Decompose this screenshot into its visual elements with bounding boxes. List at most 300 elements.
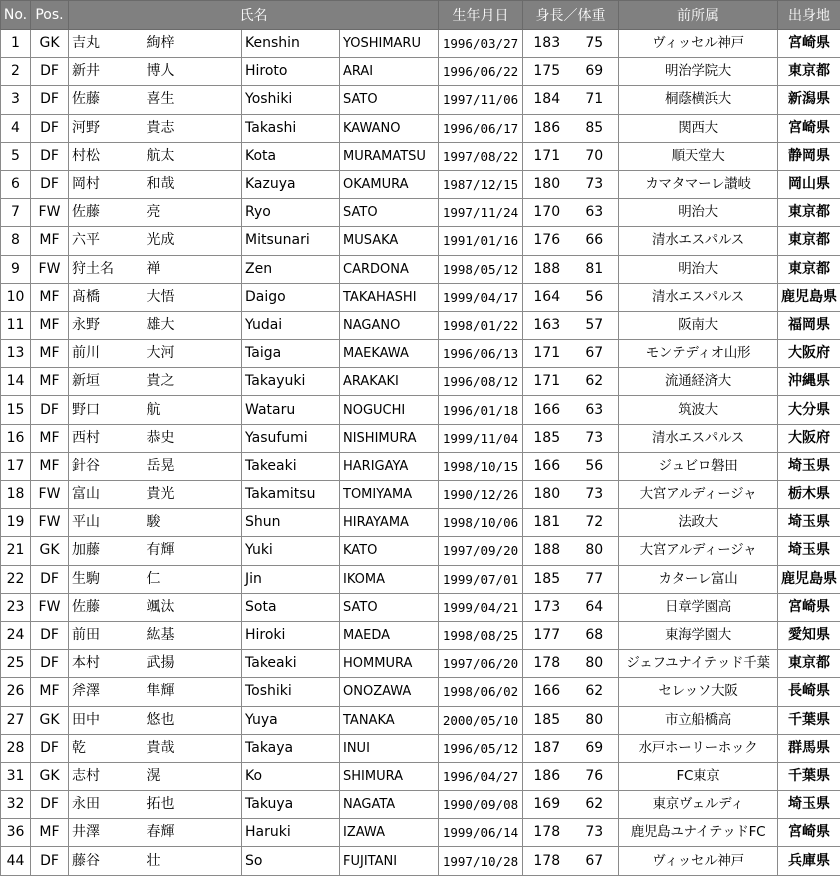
player-first-name-roman: Kazuya [242,170,340,198]
player-last-name-roman: YOSHIMARU [340,30,439,58]
player-given-name: 雄大 [144,311,242,339]
player-given-name: 仁 [144,565,242,593]
player-family-name: 佐藤 [69,199,144,227]
player-given-name: 隼輝 [144,678,242,706]
player-number: 7 [1,199,31,227]
player-family-name: 志村 [69,762,144,790]
player-family-name: 新井 [69,58,144,86]
player-given-name: 有輝 [144,537,242,565]
player-birthdate: 1998/08/25 [439,621,523,649]
header-row [1,1,840,30]
player-number: 11 [1,311,31,339]
player-family-name: 斧澤 [69,678,144,706]
player-given-name: 貴之 [144,368,242,396]
player-first-name-roman: Takamitsu [242,481,340,509]
player-first-name-roman: Sota [242,593,340,621]
player-family-name: 針谷 [69,452,144,480]
player-family-name: 富山 [69,481,144,509]
player-hometown: 兵庫県 [778,847,840,875]
player-last-name-roman: FUJITANI [340,847,439,875]
player-last-name-roman: MUSAKA [340,227,439,255]
player-given-name: 恭史 [144,424,242,452]
player-number: 31 [1,762,31,790]
player-position: DF [31,621,69,649]
player-position: MF [31,311,69,339]
player-first-name-roman: Ko [242,762,340,790]
player-weight: 56 [571,452,619,480]
table-row [1,509,840,537]
player-previous-club: 明治学院大 [619,58,778,86]
player-height: 180 [523,481,571,509]
player-height: 178 [523,650,571,678]
player-position: MF [31,227,69,255]
player-birthdate: 1999/04/17 [439,283,523,311]
player-previous-club: 明治大 [619,199,778,227]
player-position: MF [31,424,69,452]
player-weight: 69 [571,734,619,762]
table-row [1,114,840,142]
player-family-name: 永田 [69,791,144,819]
player-given-name: 紘基 [144,621,242,649]
player-position: GK [31,30,69,58]
table-row [1,678,840,706]
player-birthdate: 1996/05/12 [439,734,523,762]
player-hometown: 栃木県 [778,481,840,509]
player-previous-club: 阪南大 [619,311,778,339]
player-last-name-roman: TAKAHASHI [340,283,439,311]
player-weight: 80 [571,537,619,565]
player-given-name: 悠也 [144,706,242,734]
player-weight: 62 [571,791,619,819]
player-height: 169 [523,791,571,819]
player-position: GK [31,762,69,790]
player-weight: 75 [571,30,619,58]
player-height: 183 [523,30,571,58]
player-family-name: 加藤 [69,537,144,565]
player-position: MF [31,368,69,396]
player-birthdate: 1996/08/12 [439,368,523,396]
player-birthdate: 1998/10/15 [439,452,523,480]
player-position: GK [31,706,69,734]
player-hometown: 千葉県 [778,762,840,790]
player-height: 176 [523,227,571,255]
player-position: FW [31,509,69,537]
player-first-name-roman: Wataru [242,396,340,424]
player-weight: 57 [571,311,619,339]
table-row [1,650,840,678]
player-number: 18 [1,481,31,509]
player-number: 25 [1,650,31,678]
player-first-name-roman: Daigo [242,283,340,311]
header-no: No. [1,1,31,30]
player-number: 15 [1,396,31,424]
player-number: 22 [1,565,31,593]
player-given-name: 光成 [144,227,242,255]
player-previous-club: 水戸ホーリーホック [619,734,778,762]
player-previous-club: 市立船橋高 [619,706,778,734]
player-previous-club: ヴィッセル神戸 [619,847,778,875]
player-given-name: 航 [144,396,242,424]
player-first-name-roman: Kota [242,142,340,170]
player-given-name: 壮 [144,847,242,875]
player-height: 185 [523,706,571,734]
player-first-name-roman: Takayuki [242,368,340,396]
player-weight: 62 [571,368,619,396]
table-row [1,452,840,480]
player-previous-club: モンテディオ山形 [619,340,778,368]
player-number: 8 [1,227,31,255]
player-first-name-roman: Yudai [242,311,340,339]
header-origin: 出身地 [778,1,840,30]
player-position: FW [31,481,69,509]
player-hometown: 大阪府 [778,424,840,452]
table-row [1,283,840,311]
player-previous-club: 法政大 [619,509,778,537]
header-club: 前所属 [619,1,778,30]
player-height: 180 [523,170,571,198]
player-birthdate: 1997/11/24 [439,199,523,227]
player-weight: 80 [571,650,619,678]
player-position: MF [31,283,69,311]
player-number: 32 [1,791,31,819]
player-weight: 70 [571,142,619,170]
player-height: 178 [523,819,571,847]
table-row [1,227,840,255]
player-family-name: 狩土名 [69,255,144,283]
table-row [1,481,840,509]
player-position: DF [31,734,69,762]
player-position: FW [31,199,69,227]
player-weight: 66 [571,227,619,255]
player-number: 3 [1,86,31,114]
player-weight: 81 [571,255,619,283]
player-birthdate: 1987/12/15 [439,170,523,198]
player-hometown: 岡山県 [778,170,840,198]
player-weight: 68 [571,621,619,649]
player-height: 171 [523,142,571,170]
player-given-name: 颯汰 [144,593,242,621]
player-birthdate: 1997/09/20 [439,537,523,565]
player-previous-club: 清水エスパルス [619,424,778,452]
player-last-name-roman: ONOZAWA [340,678,439,706]
player-weight: 80 [571,706,619,734]
player-given-name: 貴光 [144,481,242,509]
player-height: 166 [523,396,571,424]
player-number: 2 [1,58,31,86]
player-hometown: 埼玉県 [778,537,840,565]
player-last-name-roman: TANAKA [340,706,439,734]
player-height: 186 [523,762,571,790]
player-hometown: 東京都 [778,227,840,255]
player-last-name-roman: MURAMATSU [340,142,439,170]
player-weight: 73 [571,424,619,452]
player-position: MF [31,678,69,706]
player-number: 9 [1,255,31,283]
player-hometown: 鹿児島県 [778,565,840,593]
player-number: 17 [1,452,31,480]
player-position: FW [31,255,69,283]
player-first-name-roman: So [242,847,340,875]
table-row [1,340,840,368]
player-given-name: 大河 [144,340,242,368]
player-hometown: 愛知県 [778,621,840,649]
player-last-name-roman: KATO [340,537,439,565]
player-birthdate: 1996/06/13 [439,340,523,368]
player-weight: 62 [571,678,619,706]
player-last-name-roman: TOMIYAMA [340,481,439,509]
player-first-name-roman: Takeaki [242,452,340,480]
player-weight: 85 [571,114,619,142]
table-row [1,30,840,58]
player-birthdate: 1998/01/22 [439,311,523,339]
player-family-name: 河野 [69,114,144,142]
table-row [1,593,840,621]
player-birthdate: 1991/01/16 [439,227,523,255]
player-number: 19 [1,509,31,537]
player-height: 188 [523,255,571,283]
player-given-name: 滉 [144,762,242,790]
player-family-name: 新垣 [69,368,144,396]
player-height: 178 [523,847,571,875]
player-weight: 73 [571,481,619,509]
player-family-name: 吉丸 [69,30,144,58]
player-hometown: 東京都 [778,255,840,283]
table-row [1,368,840,396]
player-height: 177 [523,621,571,649]
player-position: DF [31,114,69,142]
player-family-name: 平山 [69,509,144,537]
table-row [1,142,840,170]
player-hometown: 宮崎県 [778,819,840,847]
player-weight: 63 [571,396,619,424]
player-last-name-roman: SATO [340,593,439,621]
player-weight: 73 [571,170,619,198]
table-row [1,396,840,424]
header-birth: 生年月日 [439,1,523,30]
player-previous-club: 桐蔭横浜大 [619,86,778,114]
player-number: 16 [1,424,31,452]
player-height: 171 [523,340,571,368]
player-birthdate: 1997/08/22 [439,142,523,170]
player-height: 170 [523,199,571,227]
player-previous-club: ヴィッセル神戸 [619,30,778,58]
player-position: GK [31,537,69,565]
player-last-name-roman: CARDONA [340,255,439,283]
player-family-name: 前田 [69,621,144,649]
player-given-name: 春輝 [144,819,242,847]
player-position: FW [31,593,69,621]
table-row [1,762,840,790]
player-family-name: 野口 [69,396,144,424]
player-weight: 64 [571,593,619,621]
player-last-name-roman: NOGUCHI [340,396,439,424]
player-first-name-roman: Jin [242,565,340,593]
player-first-name-roman: Hiroto [242,58,340,86]
player-previous-club: 鹿児島ユナイテッドFC [619,819,778,847]
player-hometown: 宮崎県 [778,114,840,142]
player-height: 185 [523,565,571,593]
player-first-name-roman: Zen [242,255,340,283]
player-height: 184 [523,86,571,114]
player-first-name-roman: Toshiki [242,678,340,706]
player-first-name-roman: Takeaki [242,650,340,678]
header-name: 氏名 [69,1,439,30]
table-row [1,170,840,198]
player-family-name: 六平 [69,227,144,255]
player-hometown: 新潟県 [778,86,840,114]
player-family-name: 本村 [69,650,144,678]
table-row [1,86,840,114]
player-hometown: 埼玉県 [778,791,840,819]
player-hometown: 群馬県 [778,734,840,762]
player-last-name-roman: SHIMURA [340,762,439,790]
player-position: DF [31,86,69,114]
player-birthdate: 1998/10/06 [439,509,523,537]
player-given-name: 貴哉 [144,734,242,762]
table-row [1,791,840,819]
table-row [1,819,840,847]
player-birthdate: 1999/06/14 [439,819,523,847]
player-family-name: 前川 [69,340,144,368]
player-birthdate: 2000/05/10 [439,706,523,734]
player-position: MF [31,340,69,368]
header-pos: Pos. [31,1,69,30]
table-row [1,847,840,875]
player-given-name: 大悟 [144,283,242,311]
player-number: 36 [1,819,31,847]
player-last-name-roman: MAEDA [340,621,439,649]
player-number: 1 [1,30,31,58]
player-hometown: 埼玉県 [778,452,840,480]
player-weight: 76 [571,762,619,790]
table-row [1,734,840,762]
player-previous-club: 東京ヴェルディ [619,791,778,819]
player-height: 185 [523,424,571,452]
table-row [1,58,840,86]
player-previous-club: FC東京 [619,762,778,790]
table-row [1,621,840,649]
player-hometown: 大分県 [778,396,840,424]
player-weight: 73 [571,819,619,847]
player-first-name-roman: Ryo [242,199,340,227]
player-birthdate: 1997/11/06 [439,86,523,114]
player-previous-club: 明治大 [619,255,778,283]
player-family-name: 髙橋 [69,283,144,311]
player-previous-club: 関西大 [619,114,778,142]
player-last-name-roman: NAGATA [340,791,439,819]
player-position: DF [31,58,69,86]
player-last-name-roman: IKOMA [340,565,439,593]
player-first-name-roman: Takashi [242,114,340,142]
player-given-name: 駿 [144,509,242,537]
player-family-name: 永野 [69,311,144,339]
player-family-name: 井澤 [69,819,144,847]
player-first-name-roman: Shun [242,509,340,537]
player-hometown: 大阪府 [778,340,840,368]
player-given-name: 喜生 [144,86,242,114]
player-hometown: 千葉県 [778,706,840,734]
player-height: 173 [523,593,571,621]
player-number: 10 [1,283,31,311]
player-first-name-roman: Takuya [242,791,340,819]
player-last-name-roman: IZAWA [340,819,439,847]
player-hometown: 鹿児島県 [778,283,840,311]
player-position: MF [31,452,69,480]
table-row [1,199,840,227]
player-hometown: 沖縄県 [778,368,840,396]
player-birthdate: 1996/03/27 [439,30,523,58]
player-last-name-roman: SATO [340,199,439,227]
table-row [1,706,840,734]
player-height: 181 [523,509,571,537]
player-birthdate: 1998/06/02 [439,678,523,706]
player-weight: 77 [571,565,619,593]
player-last-name-roman: SATO [340,86,439,114]
player-family-name: 藤谷 [69,847,144,875]
player-number: 6 [1,170,31,198]
roster-body [1,30,840,876]
player-height: 171 [523,368,571,396]
player-first-name-roman: Yuya [242,706,340,734]
table-row [1,424,840,452]
player-height: 163 [523,311,571,339]
player-first-name-roman: Mitsunari [242,227,340,255]
player-number: 21 [1,537,31,565]
player-number: 14 [1,368,31,396]
player-hometown: 宮崎県 [778,593,840,621]
player-hometown: 東京都 [778,650,840,678]
player-height: 187 [523,734,571,762]
player-given-name: 岳晃 [144,452,242,480]
player-family-name: 佐藤 [69,593,144,621]
player-first-name-roman: Yuki [242,537,340,565]
table-row [1,311,840,339]
player-given-name: 拓也 [144,791,242,819]
player-last-name-roman: HIRAYAMA [340,509,439,537]
player-weight: 56 [571,283,619,311]
player-height: 175 [523,58,571,86]
player-previous-club: 大宮アルディージャ [619,481,778,509]
player-hometown: 静岡県 [778,142,840,170]
player-hometown: 福岡県 [778,311,840,339]
player-weight: 67 [571,847,619,875]
player-birthdate: 1996/01/18 [439,396,523,424]
player-birthdate: 1996/06/17 [439,114,523,142]
player-given-name: 航太 [144,142,242,170]
player-birthdate: 1997/06/20 [439,650,523,678]
player-first-name-roman: Hiroki [242,621,340,649]
player-birthdate: 1998/05/12 [439,255,523,283]
player-last-name-roman: NISHIMURA [340,424,439,452]
player-weight: 71 [571,86,619,114]
player-first-name-roman: Haruki [242,819,340,847]
player-birthdate: 1996/04/27 [439,762,523,790]
player-number: 24 [1,621,31,649]
player-first-name-roman: Yasufumi [242,424,340,452]
player-number: 26 [1,678,31,706]
player-last-name-roman: HOMMURA [340,650,439,678]
player-number: 44 [1,847,31,875]
player-position: DF [31,791,69,819]
player-first-name-roman: Taiga [242,340,340,368]
player-first-name-roman: Yoshiki [242,86,340,114]
player-given-name: 和哉 [144,170,242,198]
player-last-name-roman: MAEKAWA [340,340,439,368]
player-height: 186 [523,114,571,142]
player-hometown: 東京都 [778,58,840,86]
player-position: MF [31,819,69,847]
player-previous-club: セレッソ大阪 [619,678,778,706]
